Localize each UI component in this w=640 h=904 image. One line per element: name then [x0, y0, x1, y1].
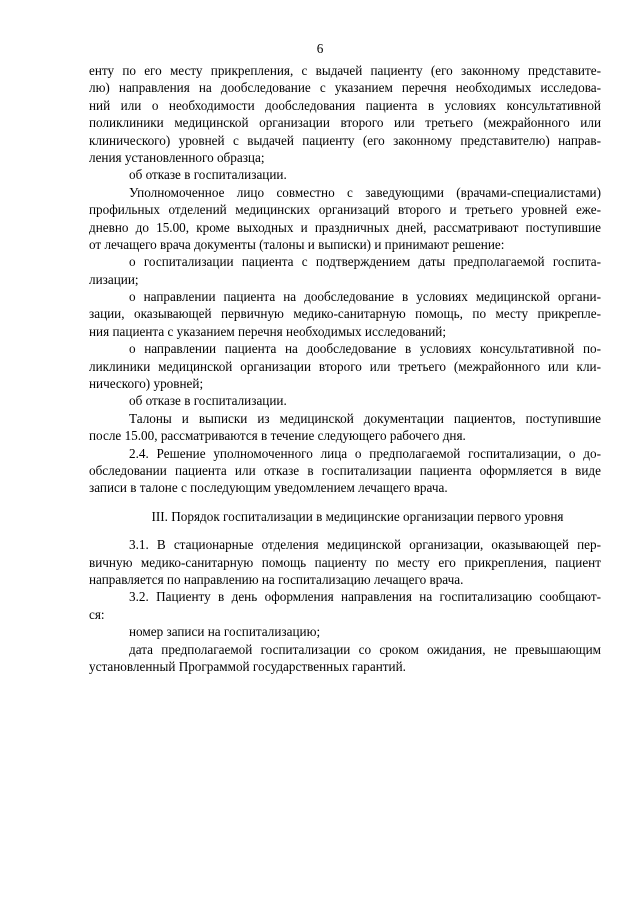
text-line: лизации;: [89, 271, 139, 287]
text-line: дата предполагаемой госпитализации со сроком ожидания, не превышающим: [129, 641, 601, 657]
text-line: ся:: [89, 606, 105, 622]
text-line: ния пациента с указанием перечня необходимых исследований;: [89, 323, 446, 339]
text-line: дневно до 15.00, кроме выходных и праздничных дней, рассматривают поступившие: [89, 219, 601, 235]
text-line: Талоны и выписки из медицинской документации пациентов, поступившие: [129, 410, 601, 426]
text-line: нического) уровней;: [89, 376, 204, 392]
text-line: Уполномоченное лицо совместно с заведующими (врачами-специалистами): [129, 184, 601, 200]
text-line: от лечащего врача документы (талоны и выписки) и принимают решение:: [89, 236, 505, 252]
text-line: енту по его месту прикрепления, с выдачей пациенту (его законному представите-: [89, 63, 601, 78]
text-line: номер записи на госпитализацию;: [129, 624, 321, 640]
text-line: 2.4. Решение уполномоченного лица о предполагаемой госпитализации, о до-: [129, 445, 601, 461]
text-line: ний или о необходимости дообследования пациента в условиях консультативной: [89, 97, 601, 113]
text-line: об отказе в госпитализации.: [129, 167, 287, 183]
text-line: об отказе в госпитализации.: [129, 393, 287, 409]
document-body: [89, 62, 601, 675]
text-line: записи в талоне с последующим уведомлением лечащего врача.: [89, 480, 448, 496]
text-line: обследовании пациента или отказе в госпитализации пациента оформляется в виде: [89, 462, 601, 478]
text-line: ликлиники медицинской организации второго или третьего (межрайонного или кли-: [89, 358, 601, 374]
text-line: профильных отделений медицинских организаций второго и третьего уровней еже-: [89, 202, 601, 218]
text-line: лю) направления на дообследование с указанием перечня необходимых исследова-: [89, 80, 601, 96]
text-line: о направлении пациента на дообследование в условиях консультативной по-: [129, 341, 601, 357]
text-line: 3.2. Пациенту в день оформления направления на госпитализацию сообщают-: [129, 589, 601, 605]
text-line: 3.1. В стационарные отделения медицинской организации, оказывающей пер-: [129, 537, 601, 553]
text-line: направляется по направлению на госпитализацию лечащего врача.: [89, 571, 464, 587]
text-line: ления установленного образца;: [89, 149, 265, 165]
text-line: после 15.00, рассматриваются в течение следующего рабочего дня.: [89, 428, 466, 444]
text-line: клинического) уровней с выдачей пациенту (его законному представителю) направ-: [89, 132, 601, 148]
text-line: установленный Программой государственных гарантий.: [89, 658, 406, 674]
spacer: [89, 497, 601, 508]
text-line: поликлиники медицинской организации второго или третьего (межрайонного или: [89, 115, 601, 131]
section-heading: III. Порядок госпитализации в медицинские организации первого уровня: [151, 508, 564, 524]
page-number: 6: [316, 41, 324, 56]
text-line: о госпитализации пациента с подтверждением даты предполагаемой госпита-: [129, 254, 601, 270]
text-line: о направлении пациента на дообследование в условиях медицинской органи-: [129, 289, 601, 305]
spacer: [89, 525, 601, 536]
text-line: зации, оказывающей первичную медико-санитарную помощь, по месту прикрепле-: [89, 306, 601, 322]
text-line: вичную медико-санитарную помощь пациенту по месту его прикрепления, пациент: [89, 554, 601, 570]
